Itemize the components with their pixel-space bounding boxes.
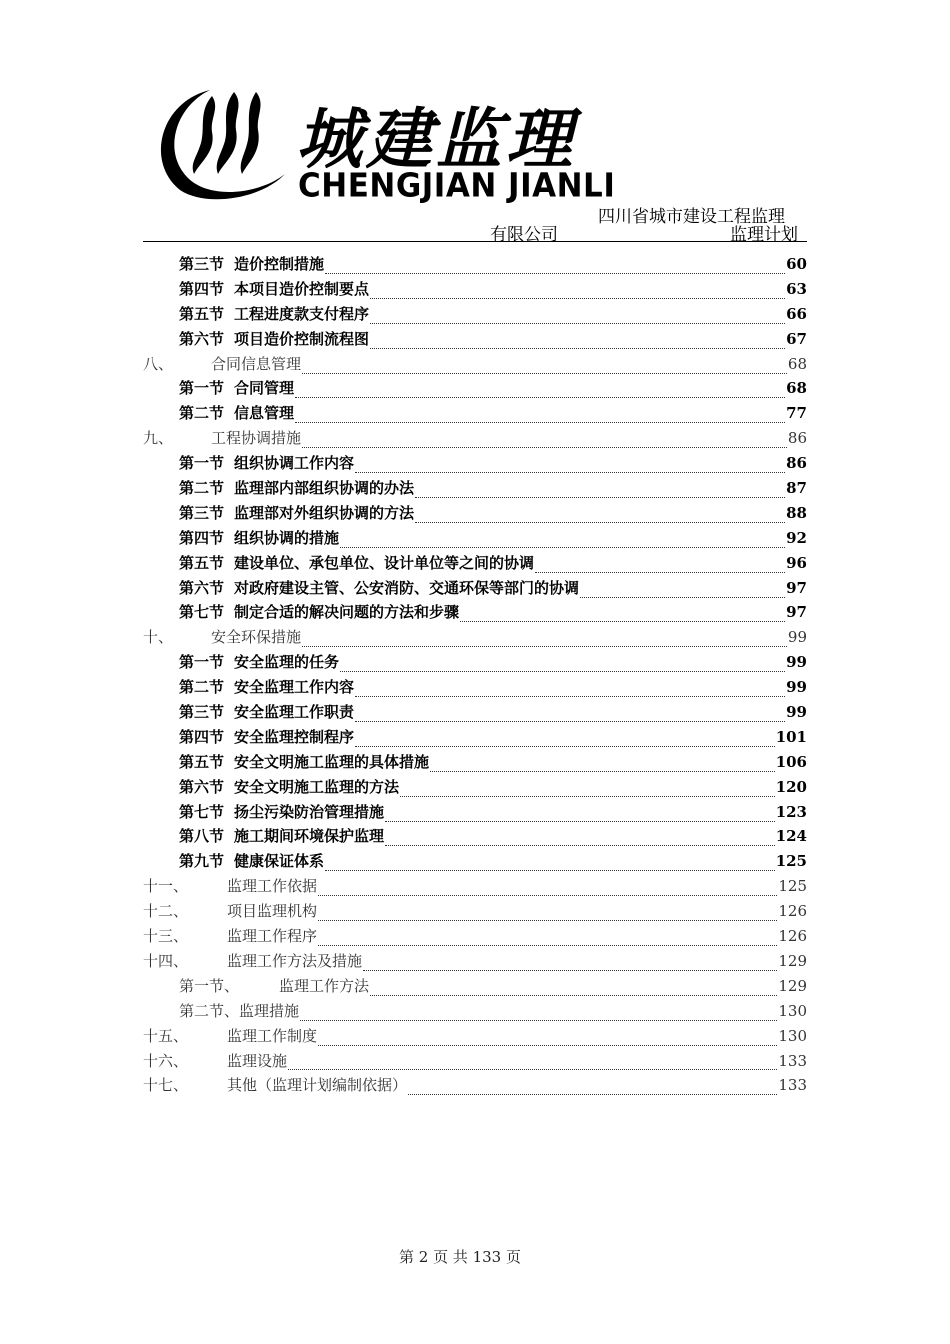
toc-entry-title: 第二节、监理措施 (179, 1001, 300, 1020)
toc-entry-number: 第七节 (179, 603, 225, 622)
toc-entry[interactable] (143, 800, 807, 825)
toc-entry-title: 造价控制措施 (234, 255, 325, 273)
toc-entry-page: 67 (786, 329, 807, 348)
toc-entry-page: 68 (786, 379, 807, 398)
toc-leader-dots (325, 862, 775, 871)
toc-entry-page: 60 (786, 255, 807, 273)
toc-entry[interactable] (143, 277, 807, 302)
toc-entry-page: 97 (786, 603, 807, 622)
toc-entry-title: 扬尘污染防治管理措施 (234, 802, 385, 821)
logo-swirl-icon (150, 82, 290, 204)
toc-entry-title: 其他（监理计划编制依据） (227, 1076, 408, 1095)
toc-entry-number: 第六节 (179, 329, 225, 348)
toc-entry-title: 监理工作依据 (227, 877, 318, 896)
toc-entry-title: 施工期间环境保护监理 (234, 827, 385, 846)
toc-leader-dots (400, 788, 775, 797)
toc-entry-title: 组织协调的措施 (234, 528, 340, 547)
toc-entry-page: 129 (778, 951, 807, 970)
toc-entry[interactable] (143, 600, 807, 625)
toc-leader-dots (318, 937, 777, 946)
toc-leader-dots (370, 290, 785, 299)
toc-entry-title: 信息管理 (234, 404, 295, 423)
toc-entry-page: 126 (778, 902, 807, 921)
toc-entry-page: 124 (775, 827, 807, 846)
toc-entry[interactable] (143, 526, 807, 551)
toc-entry-number: 第六节 (179, 777, 225, 796)
toc-entry-number: 第三节 (179, 703, 225, 722)
toc-entry-number: 第一节 (179, 454, 225, 473)
toc-entry[interactable] (143, 401, 807, 426)
toc-entry-number: 第四节 (179, 528, 225, 547)
toc-entry[interactable] (143, 302, 807, 327)
toc-entry[interactable] (143, 1073, 807, 1098)
toc-leader-dots (300, 1012, 777, 1021)
toc-entry-title: 组织协调工作内容 (234, 454, 355, 473)
toc-leader-dots (460, 613, 785, 622)
toc-entry[interactable] (143, 1024, 807, 1049)
toc-entry[interactable] (143, 824, 807, 849)
toc-entry-title: 监理部对外组织协调的方法 (234, 503, 415, 522)
toc-entry-title: 安全文明施工监理的方法 (234, 777, 400, 796)
toc-entry-title: 安全监理工作职责 (234, 703, 355, 722)
toc-leader-dots (355, 464, 785, 473)
toc-entry-number: 八、 (143, 354, 174, 373)
toc-entry[interactable] (143, 675, 807, 700)
toc-leader-dots (355, 688, 785, 697)
toc-entry-title: 工程进度款支付程序 (234, 304, 370, 323)
toc-leader-dots (415, 489, 785, 498)
toc-entry[interactable] (143, 725, 807, 750)
header-company-line1: 四川省城市建设工程监理 (598, 207, 785, 227)
toc-entry-number: 第三节 (179, 255, 225, 273)
toc-entry-page: 86 (786, 454, 807, 473)
toc-entry-number: 第五节 (179, 553, 225, 572)
toc-entry[interactable] (143, 476, 807, 501)
toc-entry-number: 第七节 (179, 802, 225, 821)
header-rule (143, 241, 807, 242)
toc-entry[interactable] (143, 426, 807, 451)
toc-entry-page: 126 (778, 927, 807, 946)
toc-entry-number: 第一节 (179, 379, 225, 398)
toc-entry-title: 监理工作方法 (279, 976, 370, 995)
toc-entry-number: 十七、 (143, 1076, 189, 1095)
toc-leader-dots (318, 1037, 777, 1046)
toc-entry-title: 安全文明施工监理的具体措施 (234, 752, 430, 771)
page-footer: 第 2 页 共 133 页 (398, 1248, 521, 1266)
toc-entry-page: 99 (786, 703, 807, 722)
toc-entry-title: 安全监理工作内容 (234, 678, 355, 697)
toc-entry-page: 99 (786, 678, 807, 697)
toc-entry-page: 101 (775, 727, 807, 746)
toc-entry-page: 99 (786, 653, 807, 672)
toc-entry[interactable] (143, 1049, 807, 1074)
toc-entry-number: 十一、 (143, 877, 189, 896)
header-company-line2: 有限公司 (490, 225, 558, 245)
toc-entry-page: 86 (787, 429, 807, 448)
toc-entry-number: 十六、 (143, 1051, 189, 1070)
toc-entry-number: 十四、 (143, 951, 189, 970)
toc-entry-page: 129 (778, 976, 807, 995)
toc-leader-dots (363, 962, 777, 971)
toc-entry-title: 监理工作方法及措施 (227, 951, 363, 970)
toc-entry-number: 第二节 (179, 479, 225, 498)
toc-leader-dots (302, 365, 787, 374)
toc-leader-dots (385, 837, 775, 846)
toc-entry-title: 健康保证体系 (234, 852, 325, 871)
toc-leader-dots (580, 589, 785, 598)
toc-entry-page: 97 (786, 578, 807, 597)
toc-leader-dots (535, 564, 785, 573)
toc-entry-title: 本项目造价控制要点 (234, 279, 370, 298)
toc-entry-title: 安全监理控制程序 (234, 727, 355, 746)
header-doc-title: 监理计划 (730, 225, 798, 245)
toc-entry[interactable] (143, 352, 807, 377)
toc-entry[interactable] (143, 252, 807, 277)
toc-entry-page: 68 (787, 354, 807, 373)
toc-entry[interactable] (143, 376, 807, 401)
toc-entry-page: 92 (786, 528, 807, 547)
toc-entry-title: 项目造价控制流程图 (234, 329, 370, 348)
toc-entry-title: 对政府建设主管、公安消防、交通环保等部门的协调 (234, 578, 580, 597)
toc-leader-dots (340, 663, 785, 672)
toc-entry-title: 工程协调措施 (211, 429, 302, 448)
toc-entry[interactable] (143, 874, 807, 899)
toc-entry-page: 87 (786, 479, 807, 498)
toc-entry-page: 130 (778, 1026, 807, 1045)
toc-entry-number: 第一节 (179, 653, 225, 672)
toc-entry-number: 第四节 (179, 279, 225, 298)
toc-leader-dots (288, 1061, 777, 1070)
toc-entry[interactable] (143, 551, 807, 576)
toc-entry-page: 125 (778, 877, 807, 896)
toc-entry-page: 96 (786, 553, 807, 572)
toc-leader-dots (408, 1086, 777, 1095)
toc-entry-page: 63 (786, 279, 807, 298)
toc-entry-page: 99 (787, 628, 807, 647)
toc-entry-number: 第九节 (179, 852, 225, 871)
toc-entry-title: 合同信息管理 (211, 354, 302, 373)
toc-entry-number: 第二节 (179, 678, 225, 697)
toc-entry[interactable] (143, 999, 807, 1024)
toc-leader-dots (302, 439, 787, 448)
toc-entry-number: 第五节 (179, 304, 225, 323)
toc-entry-title: 监理工作制度 (227, 1026, 318, 1045)
toc-entry[interactable] (143, 327, 807, 352)
toc-entry-number: 第五节 (179, 752, 225, 771)
toc-entry-number: 第一节、 (179, 976, 240, 995)
toc-leader-dots (430, 763, 775, 772)
toc-leader-dots (302, 638, 787, 647)
toc-entry[interactable] (143, 924, 807, 949)
toc-entry-page: 88 (786, 503, 807, 522)
toc-entry-page: 130 (778, 1001, 807, 1020)
toc-leader-dots (318, 912, 777, 921)
toc-entry[interactable] (143, 650, 807, 675)
toc-leader-dots (370, 340, 785, 349)
toc-leader-dots (355, 713, 785, 722)
toc-entry[interactable] (143, 700, 807, 725)
toc-entry-number: 十二、 (143, 902, 189, 921)
toc-entry-number: 第六节 (179, 578, 225, 597)
toc-entry-title: 监理工作程序 (227, 927, 318, 946)
toc-entry-number: 十、 (143, 628, 174, 647)
toc-leader-dots (385, 813, 775, 822)
toc-entry-title: 监理部内部组织协调的办法 (234, 479, 415, 498)
toc-entry-number: 第八节 (179, 827, 225, 846)
toc-entry-page: 133 (778, 1076, 807, 1095)
toc-entry[interactable] (143, 974, 807, 999)
toc-leader-dots (355, 738, 775, 747)
toc-entry-number: 第三节 (179, 503, 225, 522)
toc-leader-dots (415, 514, 785, 523)
toc-entry-page: 77 (786, 404, 807, 423)
toc-entry-title: 项目监理机构 (227, 902, 318, 921)
logo-name-en: CHENGJIAN JIANLI (298, 167, 616, 205)
toc-entry-number: 第二节 (179, 404, 225, 423)
toc-entry[interactable] (143, 775, 807, 800)
toc-entry-number: 九、 (143, 429, 174, 448)
toc-leader-dots (370, 315, 785, 324)
toc-leader-dots (295, 389, 785, 398)
toc-entry-page: 120 (775, 777, 807, 796)
toc-leader-dots (295, 414, 785, 423)
toc-entry[interactable] (143, 625, 807, 650)
toc-entry-number: 第四节 (179, 727, 225, 746)
toc-entry-number: 十三、 (143, 927, 189, 946)
logo-name-cn: 城建监理 (296, 100, 576, 178)
toc-entry[interactable] (143, 501, 807, 526)
table-of-contents (143, 252, 807, 1098)
toc-entry[interactable] (143, 451, 807, 476)
toc-entry-title: 安全监理的任务 (234, 653, 340, 672)
toc-entry[interactable] (143, 576, 807, 601)
toc-entry-page: 106 (775, 752, 807, 771)
toc-entry-title: 建设单位、承包单位、设计单位等之间的协调 (234, 553, 535, 572)
toc-entry[interactable] (143, 949, 807, 974)
toc-entry-page: 66 (786, 304, 807, 323)
toc-leader-dots (325, 265, 785, 274)
toc-leader-dots (318, 887, 777, 896)
toc-leader-dots (340, 539, 785, 548)
toc-entry[interactable] (143, 849, 807, 874)
toc-entry-title: 制定合适的解决问题的方法和步骤 (234, 603, 460, 622)
toc-entry-number: 十五、 (143, 1026, 189, 1045)
toc-leader-dots (370, 987, 777, 996)
toc-entry-title: 合同管理 (234, 379, 295, 398)
toc-entry-page: 133 (778, 1051, 807, 1070)
toc-entry[interactable] (143, 899, 807, 924)
toc-entry-page: 123 (775, 802, 807, 821)
toc-entry-page: 125 (775, 852, 807, 871)
toc-entry-title: 监理设施 (227, 1051, 288, 1070)
toc-entry-title: 安全环保措施 (211, 628, 302, 647)
toc-entry[interactable] (143, 750, 807, 775)
